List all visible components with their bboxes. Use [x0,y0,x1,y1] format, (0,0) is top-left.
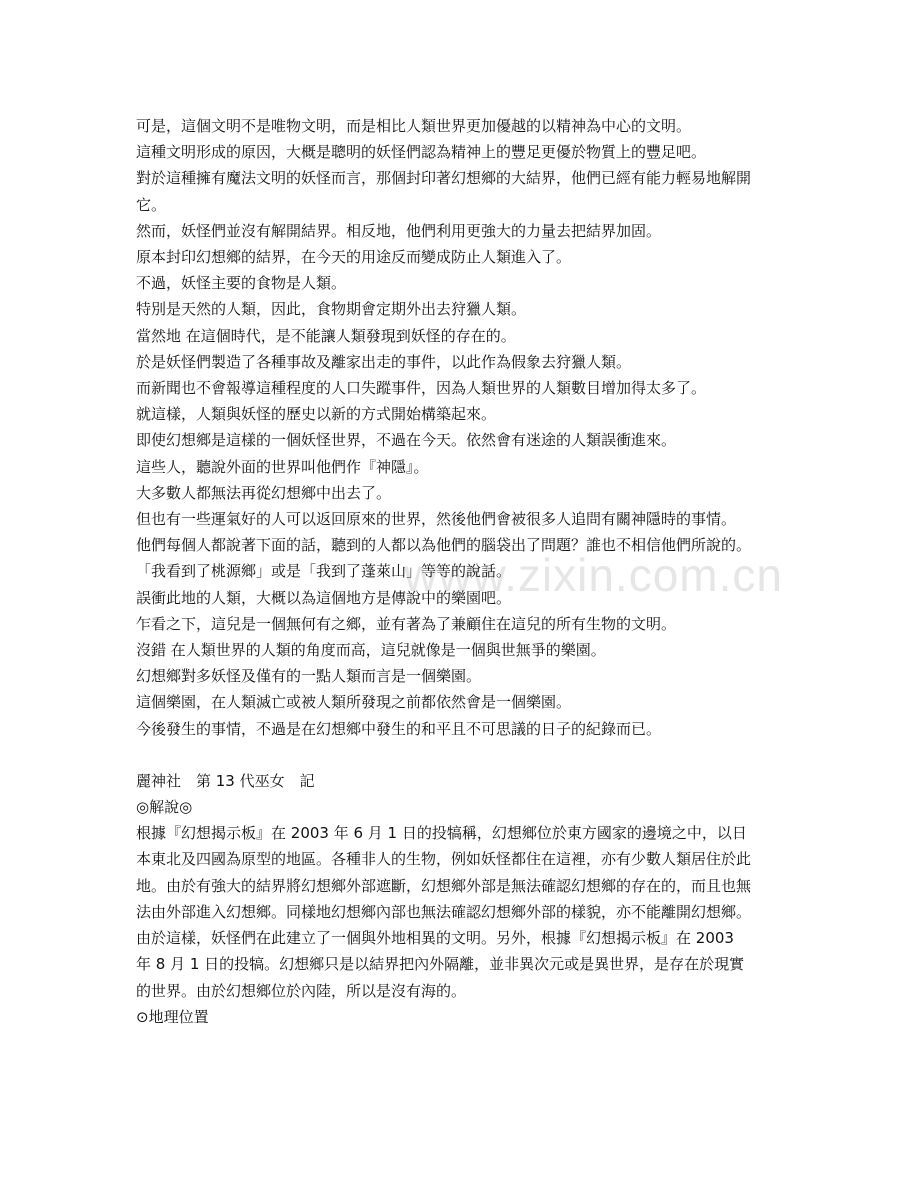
story-line: 沒錯 在人類世界的人類的角度而高，這兒就像是一個與世無爭的樂園。 [136,641,606,660]
commentary-line: 地。由於有強大的結界將幻想鄉外部遮斷，幻想鄉外部是無法確認幻想鄉的存在的，而且也無 [136,876,752,895]
story-line: 他們每個人都說著下面的話，聽到的人都以為他們的腦袋出了問題？誰也不相信他們所說的。 [136,536,752,555]
story-section [136,113,786,742]
commentary-heading: ◎解說◎ [136,798,193,817]
story-line: 原本封印幻想鄉的結界，在今天的用途反而變成防止人類進入了。 [136,248,572,267]
story-line: 這種文明形成的原因，大概是聰明的妖怪們認為精神上的豐足更優於物質上的豐足吧。 [136,143,707,162]
signature: 麗神社 第 13 代巫女 記 [136,771,315,790]
story-line: 這些人，聽說外面的世界叫他們作『神隱』。 [136,457,429,476]
story-line: 就這樣，人類與妖怪的歷史以新的方式開始構築起來。 [136,405,497,424]
commentary-line: 法由外部進入幻想鄉。同樣地幻想鄉內部也無法確認幻想鄉外部的樣貌，亦不能離開幻想鄉。 [136,902,752,921]
commentary-line: 根據『幻想揭示板』在 2003 年 6 月 1 日的投犒稱，幻想鄉位於東方國家的邊境之中，以日 [136,824,747,843]
commentary-subheading: ⊙地理位置 [136,1007,209,1026]
story-line: 可是，這個文明不是唯物文明，而是相比人類世界更加優越的以精神為中心的文明。 [136,117,692,135]
story-line: 幻想鄉對多妖怪及僅有的一點人類而言是一個樂園。 [136,667,482,686]
commentary-line: 的世界。由於幻想鄉位於內陸，所以是沒有海的。 [136,981,467,1000]
section-spacer [136,742,786,768]
commentary-section [136,794,786,1030]
story-line: 於是妖怪們製造了各種事故及離家出走的事件，以此作為假象去狩獵人類。 [136,352,632,371]
watermark: www.zixin.com.cn [404,549,783,601]
commentary-line: 本東北及四國為原型的地區。各種非人的生物，例如妖怪都住在這裡，亦有少數人類居住於此 [136,850,752,869]
story-line: 「我看到了桃源鄉」或是「我到了蓬萊山」等等的說話。 [136,562,512,581]
story-line: 對於這種擁有魔法文明的妖怪而言，那個封印著幻想鄉的大結界，他們已經有能力輕易地解開 [136,169,752,188]
commentary-line: 年 8 月 1 日的投犒。幻想鄉只是以結界把內外隔離，並非異次元或是異世界，是存在於現實 [136,955,745,974]
story-line: 然而，妖怪們並沒有解開結界。相反地，他們利用更強大的力量去把結界加固。 [136,221,662,240]
story-line: 大多數人都無法再從幻想鄉中出去了。 [136,483,392,502]
story-line: 不過，妖怪主要的食物是人類。 [136,274,347,293]
story-line: 而新聞也不會報導這種程度的人口失蹤事件，因為人類世界的人類數目增加得太多了。 [136,379,707,398]
story-line: 當然地 在這個時代，是不能讓人類發現到妖怪的存在的。 [136,326,516,345]
document-page [136,113,786,1030]
story-line: 特別是天然的人類，因此，食物期會定期外出去狩獵人類。 [136,300,527,319]
story-line: 誤衝此地的人類，大概以為這個地方是傳說中的樂園吧。 [136,588,512,607]
story-line: 今後發生的事情，不過是在幻想鄉中發生的和平且不可思議的日子的紀錄而已。 [136,719,662,738]
story-line: 即使幻想鄉是這樣的一個妖怪世界，不過在今天。依然會有迷途的人類誤衝進來。 [136,431,677,450]
commentary-line: 由於這樣，妖怪們在此建立了一個與外地相異的文明。另外，根據『幻想揭示板』在 2003 [136,929,734,948]
story-line: 但也有一些運氣好的人可以返回原來的世界，然後他們會被很多人追問有關神隱時的事情。 [136,510,737,529]
story-line: 這個樂園，在人類滅亡或被人類所發現之前都依然會是一個樂園。 [136,693,572,712]
story-line: 乍看之下，這兒是一個無何有之鄉，並有著為了兼顧住在這兒的所有生物的文明。 [136,614,677,633]
story-line: 它。 [136,195,167,214]
